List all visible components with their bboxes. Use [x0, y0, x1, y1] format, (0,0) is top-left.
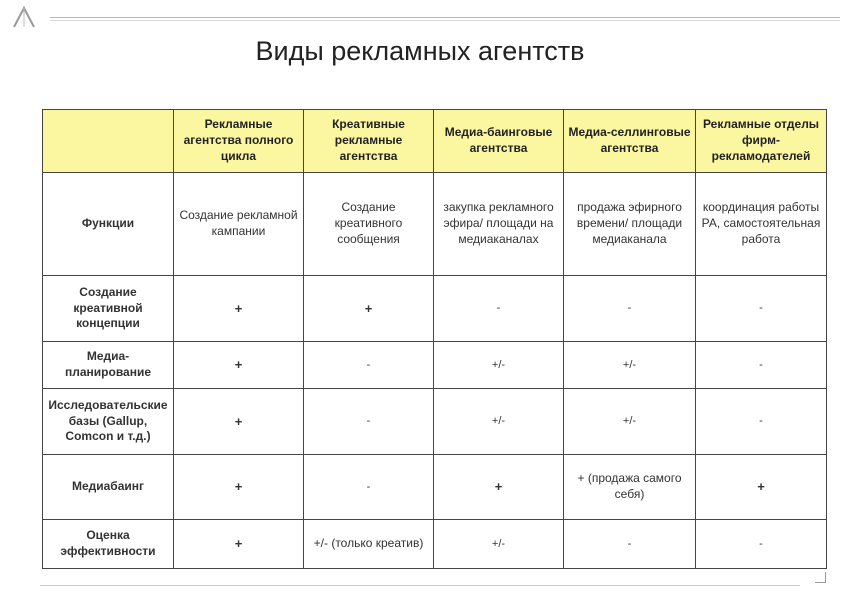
table-cell: +	[174, 520, 304, 569]
table-cell: продажа эфирного времени/ площади медиаканала	[564, 173, 696, 276]
table-cell: +	[174, 342, 304, 389]
table-cell: Создание креативного сообщения	[304, 173, 434, 276]
table-cell: закупка рекламного эфира/ площади на медиаканалах	[434, 173, 564, 276]
row-header: Функции	[43, 173, 174, 276]
page-title: Виды рекламных агентств	[255, 36, 585, 66]
row-header: Исследовательские базы (Gallup, Comcon и т.д.)	[43, 389, 174, 455]
table-row	[43, 342, 827, 389]
agencies-table	[42, 109, 827, 569]
table-cell: координация работы РА, самостоятельная работа	[696, 173, 827, 276]
column-header: Медиа-баинговые агентства	[434, 110, 564, 173]
table-cell: -	[304, 455, 434, 520]
table-cell: -	[304, 342, 434, 389]
corner-bracket	[815, 572, 826, 583]
row-header: Медиа-планирование	[43, 342, 174, 389]
table-cell: +	[174, 276, 304, 342]
column-header: Рекламные агентства полного цикла	[174, 110, 304, 173]
table-cell: +/-	[564, 389, 696, 455]
column-header: Медиа-селлинговые агентства	[564, 110, 696, 173]
column-header: Креативные рекламные агентства	[304, 110, 434, 173]
table-cell: +	[174, 455, 304, 520]
row-header: Создание креативной концепции	[43, 276, 174, 342]
row-header: Оценка эффективности	[43, 520, 174, 569]
bottom-divider	[40, 585, 800, 587]
table-cell: +/-	[434, 342, 564, 389]
table-row	[43, 389, 827, 455]
table-cell: -	[564, 276, 696, 342]
table-cell: +/-	[434, 520, 564, 569]
table-cell: +/-	[434, 389, 564, 455]
table-cell: +	[174, 389, 304, 455]
table-row	[43, 520, 827, 569]
table-cell: -	[564, 520, 696, 569]
table-cell: Создание рекламной кампании	[174, 173, 304, 276]
table-cell: +	[304, 276, 434, 342]
row-header: Медиабаинг	[43, 455, 174, 520]
table-cell: +	[434, 455, 564, 520]
logo-icon	[12, 6, 38, 28]
table-cell: -	[696, 276, 827, 342]
table-cell: +/-	[564, 342, 696, 389]
table-row	[43, 276, 827, 342]
table-cell: + (продажа самого себя)	[564, 455, 696, 520]
table-cell: -	[696, 389, 827, 455]
table-row	[43, 455, 827, 520]
table-row	[43, 173, 827, 276]
table-cell: -	[696, 342, 827, 389]
table-cell: -	[304, 389, 434, 455]
table-cell: -	[696, 520, 827, 569]
top-divider	[50, 17, 840, 21]
table-cell: +	[696, 455, 827, 520]
table-cell: +/- (только креатив)	[304, 520, 434, 569]
header-corner	[43, 110, 174, 173]
column-header: Рекламные отделы фирм-рекламодателей	[696, 110, 827, 173]
table-header-row	[43, 110, 827, 173]
table-cell: -	[434, 276, 564, 342]
